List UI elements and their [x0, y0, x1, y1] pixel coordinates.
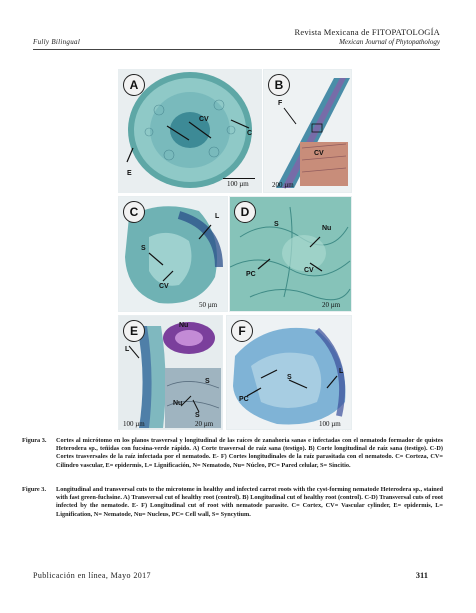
label-cv-d: CV — [304, 267, 314, 274]
journal-title: Revista Mexicana de FITOPATOLOGÍA — [294, 27, 440, 37]
caption-spanish-text: Cortes al micrótomo en los planos trasversal y longitudinal de las raíces de zanahoria sanas e infectadas con el nematodo formador de quistes Heterodera sp., teñidas con fucsina-verde rápido. A) Corte trasversal de raíz sana (testigo). B) Corte longitudinal de raíz sana (testigo). C-D) Cortes trasversales de la raíz infectada por el nematodo. E- F) Cortes longitudinales de la raíz parasitada con el nematodo. C= Corteza, CV= Cilindro vascular, E= epidermis, L= Lignificación, N= Nematodo, Nu= Núcleo, PC= Pared celular, S= Sincitio. — [56, 437, 443, 469]
figure-panel-c — [118, 196, 228, 312]
label-cv-c: CV — [159, 283, 169, 290]
caption-english — [22, 486, 443, 519]
label-pc-d: PC — [246, 271, 256, 278]
label-nu-e: Nu — [173, 400, 183, 407]
running-header-left: Fully Bilingual — [33, 38, 81, 46]
footer-publication: Publicación en línea, Mayo 2017 — [33, 571, 151, 580]
caption-english-text: Longitudinal and transversal cuts to the microtome in healthy and infected carrot roots with the cyst-forming nematode Heterodera sp., stained with fast green-fuchsine. A) Transversal cut of healthy root (control). B) Longitudinal cut of healthy root (control). C-D) Transversal cuts of root infected by the nematode. E- F) Longitudinal cut of root with nematode parasite. C= Cortex, CV= Vascular cylinder, E= epidermis, L= Lignification, N= Nematode, Nu= Nucleus, PC= Cell wall, S= Syncytium. — [56, 486, 443, 518]
figure-panel-a — [118, 69, 262, 193]
panel-letter-e: E — [123, 320, 145, 342]
header-rule — [33, 49, 440, 50]
label-s2-e: S — [195, 412, 200, 419]
figure-panel-b — [263, 69, 352, 193]
journal-subtitle: Mexican Journal of Phytopathology — [339, 38, 440, 46]
panel-letter-a: A — [123, 74, 145, 96]
scale-label-e: 100 µm — [123, 420, 145, 428]
label-s-c: S — [141, 245, 146, 252]
label-cv-b: CV — [314, 150, 324, 157]
scale-label-d: 20 µm — [322, 301, 341, 309]
label-l-e: L — [125, 346, 130, 353]
scale-label-b: 200 µm — [272, 181, 294, 189]
panel-letter-b: B — [268, 74, 290, 96]
figure-panel-d — [229, 196, 352, 312]
panel-letter-d: D — [234, 201, 256, 223]
caption-english-label: Figure 3. — [22, 486, 47, 493]
label-pc-f: PC — [239, 396, 249, 403]
caption-spanish-label: Figura 3. — [22, 437, 47, 444]
label-n-e: Nu — [179, 322, 189, 329]
label-s-f: S — [287, 374, 292, 381]
panel-letter-f: F — [231, 320, 253, 342]
page-number: 311 — [415, 570, 428, 580]
label-s-e: S — [205, 378, 210, 385]
scale-label-c: 50 µm — [199, 301, 218, 309]
label-l-c: L — [215, 213, 220, 220]
scale-bar-a — [223, 178, 255, 179]
running-header-right — [295, 27, 441, 47]
figure-panel-f — [226, 315, 352, 430]
scale-label-a: 100 µm — [227, 180, 249, 188]
label-e-a: E — [127, 170, 132, 177]
label-f-b: F — [278, 100, 283, 107]
label-nu-d: Nu — [322, 225, 332, 232]
inset-scale-label-e: 20 µm — [195, 420, 214, 428]
label-s-d: S — [274, 221, 279, 228]
scale-label-f: 100 µm — [319, 420, 341, 428]
label-c-a: C — [247, 130, 253, 137]
panel-letter-c: C — [123, 201, 145, 223]
label-l-f: L — [339, 368, 344, 375]
label-cv-a: CV — [199, 116, 209, 123]
figure-panel-e — [118, 315, 223, 430]
caption-spanish — [22, 437, 443, 470]
